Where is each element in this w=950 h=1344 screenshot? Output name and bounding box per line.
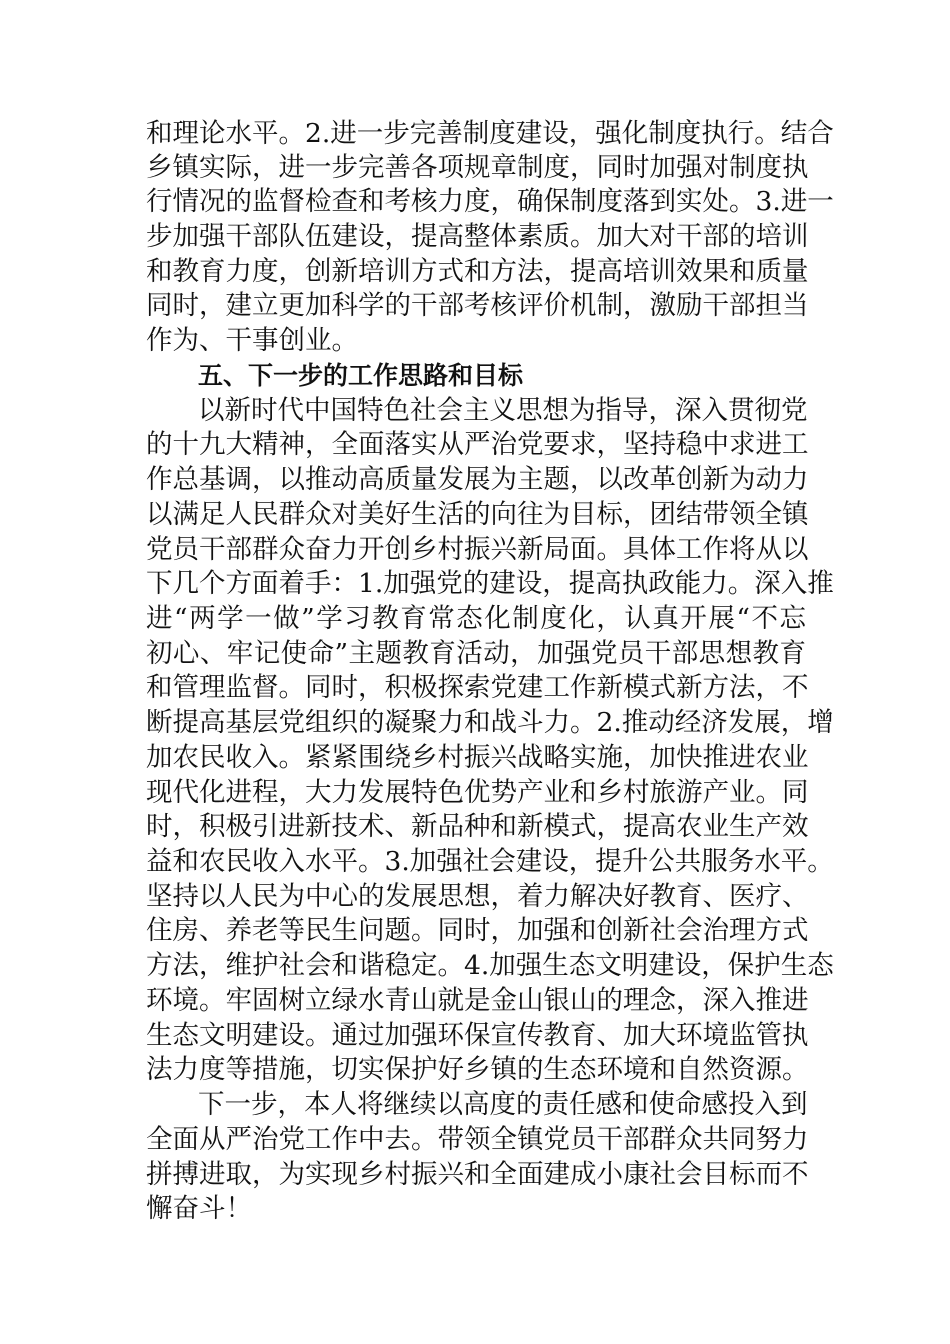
paragraph-line: 和教育力度，创新培训方式和方法，提高培训效果和质量: [146, 256, 809, 287]
paragraph-line: 以满足人民群众对美好生活的向往为目标，团结带领全镇: [146, 499, 809, 530]
paragraph-line: 和理论水平。2.进一步完善制度建设，强化制度执行。结合: [146, 118, 834, 149]
paragraph-line: 法力度等措施，切实保护好乡镇的生态环境和自然资源。: [146, 1054, 809, 1085]
paragraph-line: 的十九大精神，全面落实从严治党要求，坚持稳中求进工: [146, 429, 809, 460]
paragraph-line: 现代化进程，大力发展特色优势产业和乡村旅游产业。同: [146, 777, 809, 808]
paragraph-line: 党员干部群众奋力开创乡村振兴新局面。具体工作将从以: [146, 534, 809, 565]
paragraph-line: 全面从严治党工作中去。带领全镇党员干部群众共同努力: [146, 1124, 809, 1155]
paragraph-line: 同时，建立更加科学的干部考核评价机制，激励干部担当: [146, 290, 809, 321]
paragraph-line: 下几个方面着手：1.加强党的建设，提高执政能力。深入推: [146, 568, 834, 599]
paragraph-line: 行情况的监督检查和考核力度，确保制度落到实处。3.进一: [146, 186, 834, 217]
paragraph-line: 方法，维护社会和谐稳定。4.加强生态文明建设，保护生态: [146, 950, 834, 981]
paragraph-line: 初心、牢记使命”主题教育活动，加强党员干部思想教育: [146, 638, 806, 669]
paragraph-line: 益和农民收入水平。3.加强社会建设，提升公共服务水平。: [146, 846, 834, 877]
paragraph-line: 坚持以人民为中心的发展思想，着力解决好教育、医疗、: [146, 881, 809, 912]
paragraph-line: 懈奋斗！: [146, 1193, 252, 1224]
paragraph-line: 进“两学一做”学习教育常态化制度化，认真开展“不忘: [146, 603, 806, 634]
paragraph-line: 作为、干事创业。: [146, 325, 358, 356]
paragraph-line: 步加强干部队伍建设，提高整体素质。加大对干部的培训: [146, 221, 809, 252]
paragraph-line: 乡镇实际，进一步完善各项规章制度，同时加强对制度执: [146, 152, 809, 183]
paragraph-line: 拼搏进取，为实现乡村振兴和全面建成小康社会目标而不: [146, 1159, 809, 1190]
paragraph-line: 作总基调，以推动高质量发展为主题，以改革创新为动力: [146, 464, 809, 495]
paragraph-line: 住房、养老等民生问题。同时，加强和创新社会治理方式: [146, 915, 809, 946]
paragraph-line: 环境。牢固树立绿水青山就是金山银山的理念，深入推进: [146, 985, 809, 1016]
paragraph-line: 生态文明建设。通过加强环保宣传教育、加大环境监管执: [146, 1020, 809, 1051]
paragraph-line: 下一步，本人将继续以高度的责任感和使命感投入到: [198, 1089, 808, 1120]
paragraph-line: 时，积极引进新技术、新品种和新模式，提高农业生产效: [146, 811, 809, 842]
paragraph-line: 断提高基层党组织的凝聚力和战斗力。2.推动经济发展，增: [146, 707, 834, 738]
paragraph-line: 加农民收入。紧紧围绕乡村振兴战略实施，加快推进农业: [146, 742, 809, 773]
section-heading: 五、下一步的工作思路和目标: [198, 361, 524, 390]
paragraph-line: 以新时代中国特色社会主义思想为指导，深入贯彻党: [198, 395, 808, 426]
paragraph-line: 和管理监督。同时，积极探索党建工作新模式新方法，不: [146, 672, 809, 703]
